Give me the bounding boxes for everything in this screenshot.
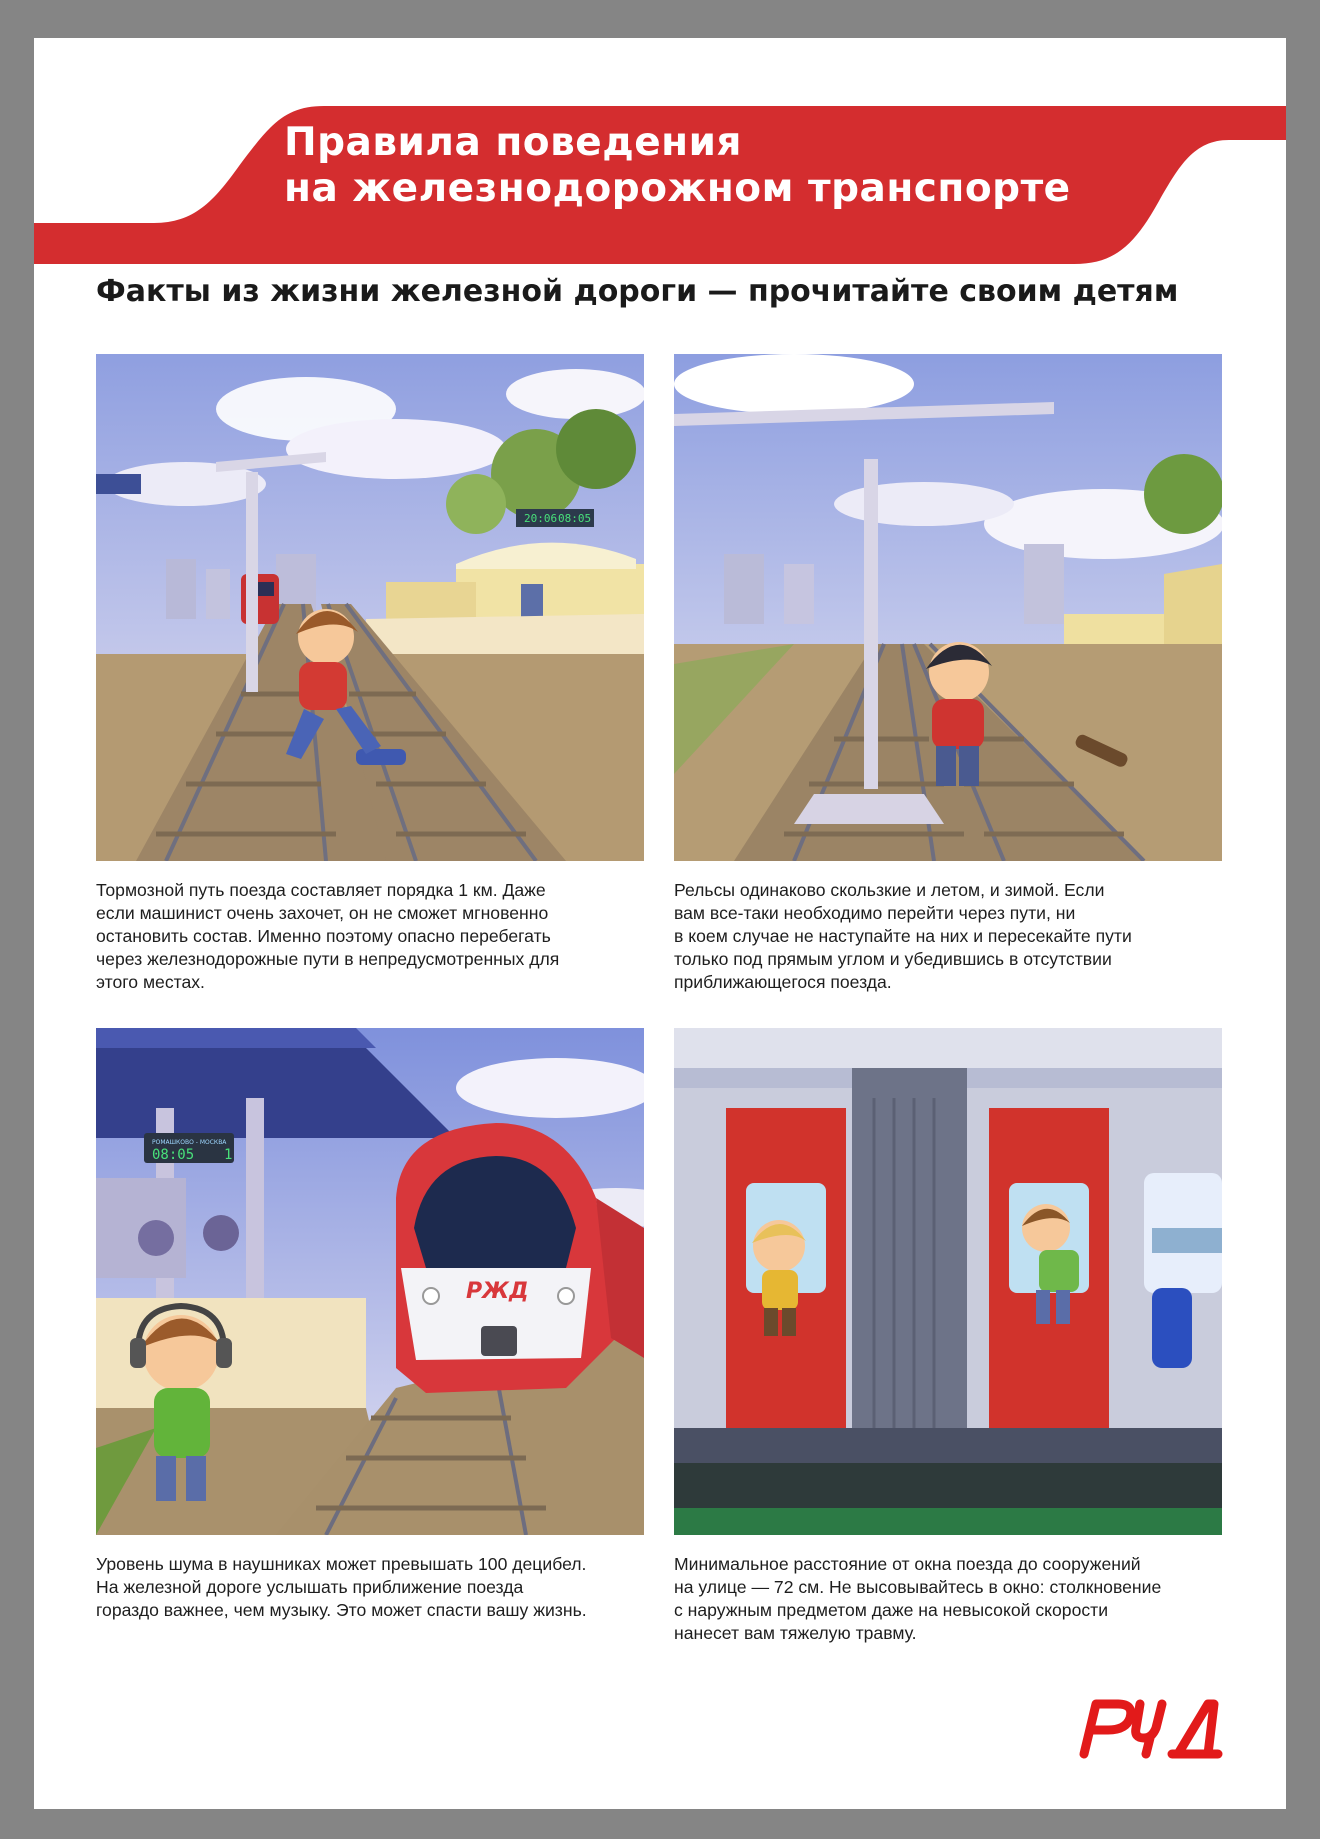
panel-3-caption bbox=[96, 1553, 656, 1622]
caption-line: в коем случае не наступайте на них и пересекайте пути bbox=[674, 926, 1132, 946]
panel-4-caption bbox=[674, 1553, 1234, 1645]
boy-crossing-tracks-illustration bbox=[96, 354, 644, 861]
panel-1-caption bbox=[96, 879, 656, 994]
rzd-logo bbox=[1078, 1694, 1223, 1762]
page-title bbox=[284, 120, 1071, 212]
board-time: 08:05 bbox=[152, 1147, 195, 1163]
caption-line: приближающегося поезда. bbox=[674, 972, 892, 992]
caption-line: Рельсы одинаково скользкие и летом, и зимой. Если bbox=[674, 880, 1105, 900]
title-line-2: на железнодорожном транспорте bbox=[284, 166, 1071, 211]
boy-headphones-train-illustration bbox=[96, 1028, 644, 1535]
title-line-1: Правила поведения bbox=[284, 120, 742, 165]
train-logo-text: РЖД bbox=[466, 1279, 529, 1304]
poster-page bbox=[34, 38, 1286, 1809]
caption-line: гораздо важнее, чем музыку. Это может спасти вашу жизнь. bbox=[96, 1600, 587, 1620]
boy-on-rails-illustration bbox=[674, 354, 1222, 861]
caption-line: через железнодорожные пути в непредусмотренных для bbox=[96, 949, 560, 969]
caption-line: нанесет вам тяжелую травму. bbox=[674, 1623, 917, 1643]
caption-line: Минимальное расстояние от окна поезда до сооружений bbox=[674, 1554, 1141, 1574]
caption-line: этого местах. bbox=[96, 972, 205, 992]
page-subtitle: Факты из жизни железной дороги — прочитайте своим детям bbox=[96, 274, 1179, 309]
caption-line: на улице — 72 см. Не высовывайтесь в окно: столкновение bbox=[674, 1577, 1162, 1597]
boys-at-train-doors-illustration bbox=[674, 1028, 1222, 1535]
caption-line: если машинист очень захочет, он не сможет мгновенно bbox=[96, 903, 549, 923]
caption-line: Уровень шума в наушниках может превышать 100 децибел. bbox=[96, 1554, 587, 1574]
panel-2-caption bbox=[674, 879, 1234, 994]
caption-line: остановить состав. Именно поэтому опасно перебегать bbox=[96, 926, 551, 946]
board-route: РОМАШКОВО - МОСКВА bbox=[152, 1139, 227, 1146]
caption-line: На железной дороге услышать приближение поезда bbox=[96, 1577, 524, 1597]
caption-line: вам все-таки необходимо перейти через пути, ни bbox=[674, 903, 1076, 923]
caption-line: с наружным предметом даже на невысокой скорости bbox=[674, 1600, 1109, 1620]
board-track: 1 bbox=[224, 1147, 233, 1163]
caption-line: только под прямым углом и убедившись в отсутствии bbox=[674, 949, 1112, 969]
board-time-2: 08:05 bbox=[558, 512, 592, 525]
header-banner bbox=[34, 106, 1286, 269]
caption-line: Тормозной путь поезда составляет порядка 1 км. Даже bbox=[96, 880, 546, 900]
board-time-1: 20:06 bbox=[524, 512, 558, 525]
